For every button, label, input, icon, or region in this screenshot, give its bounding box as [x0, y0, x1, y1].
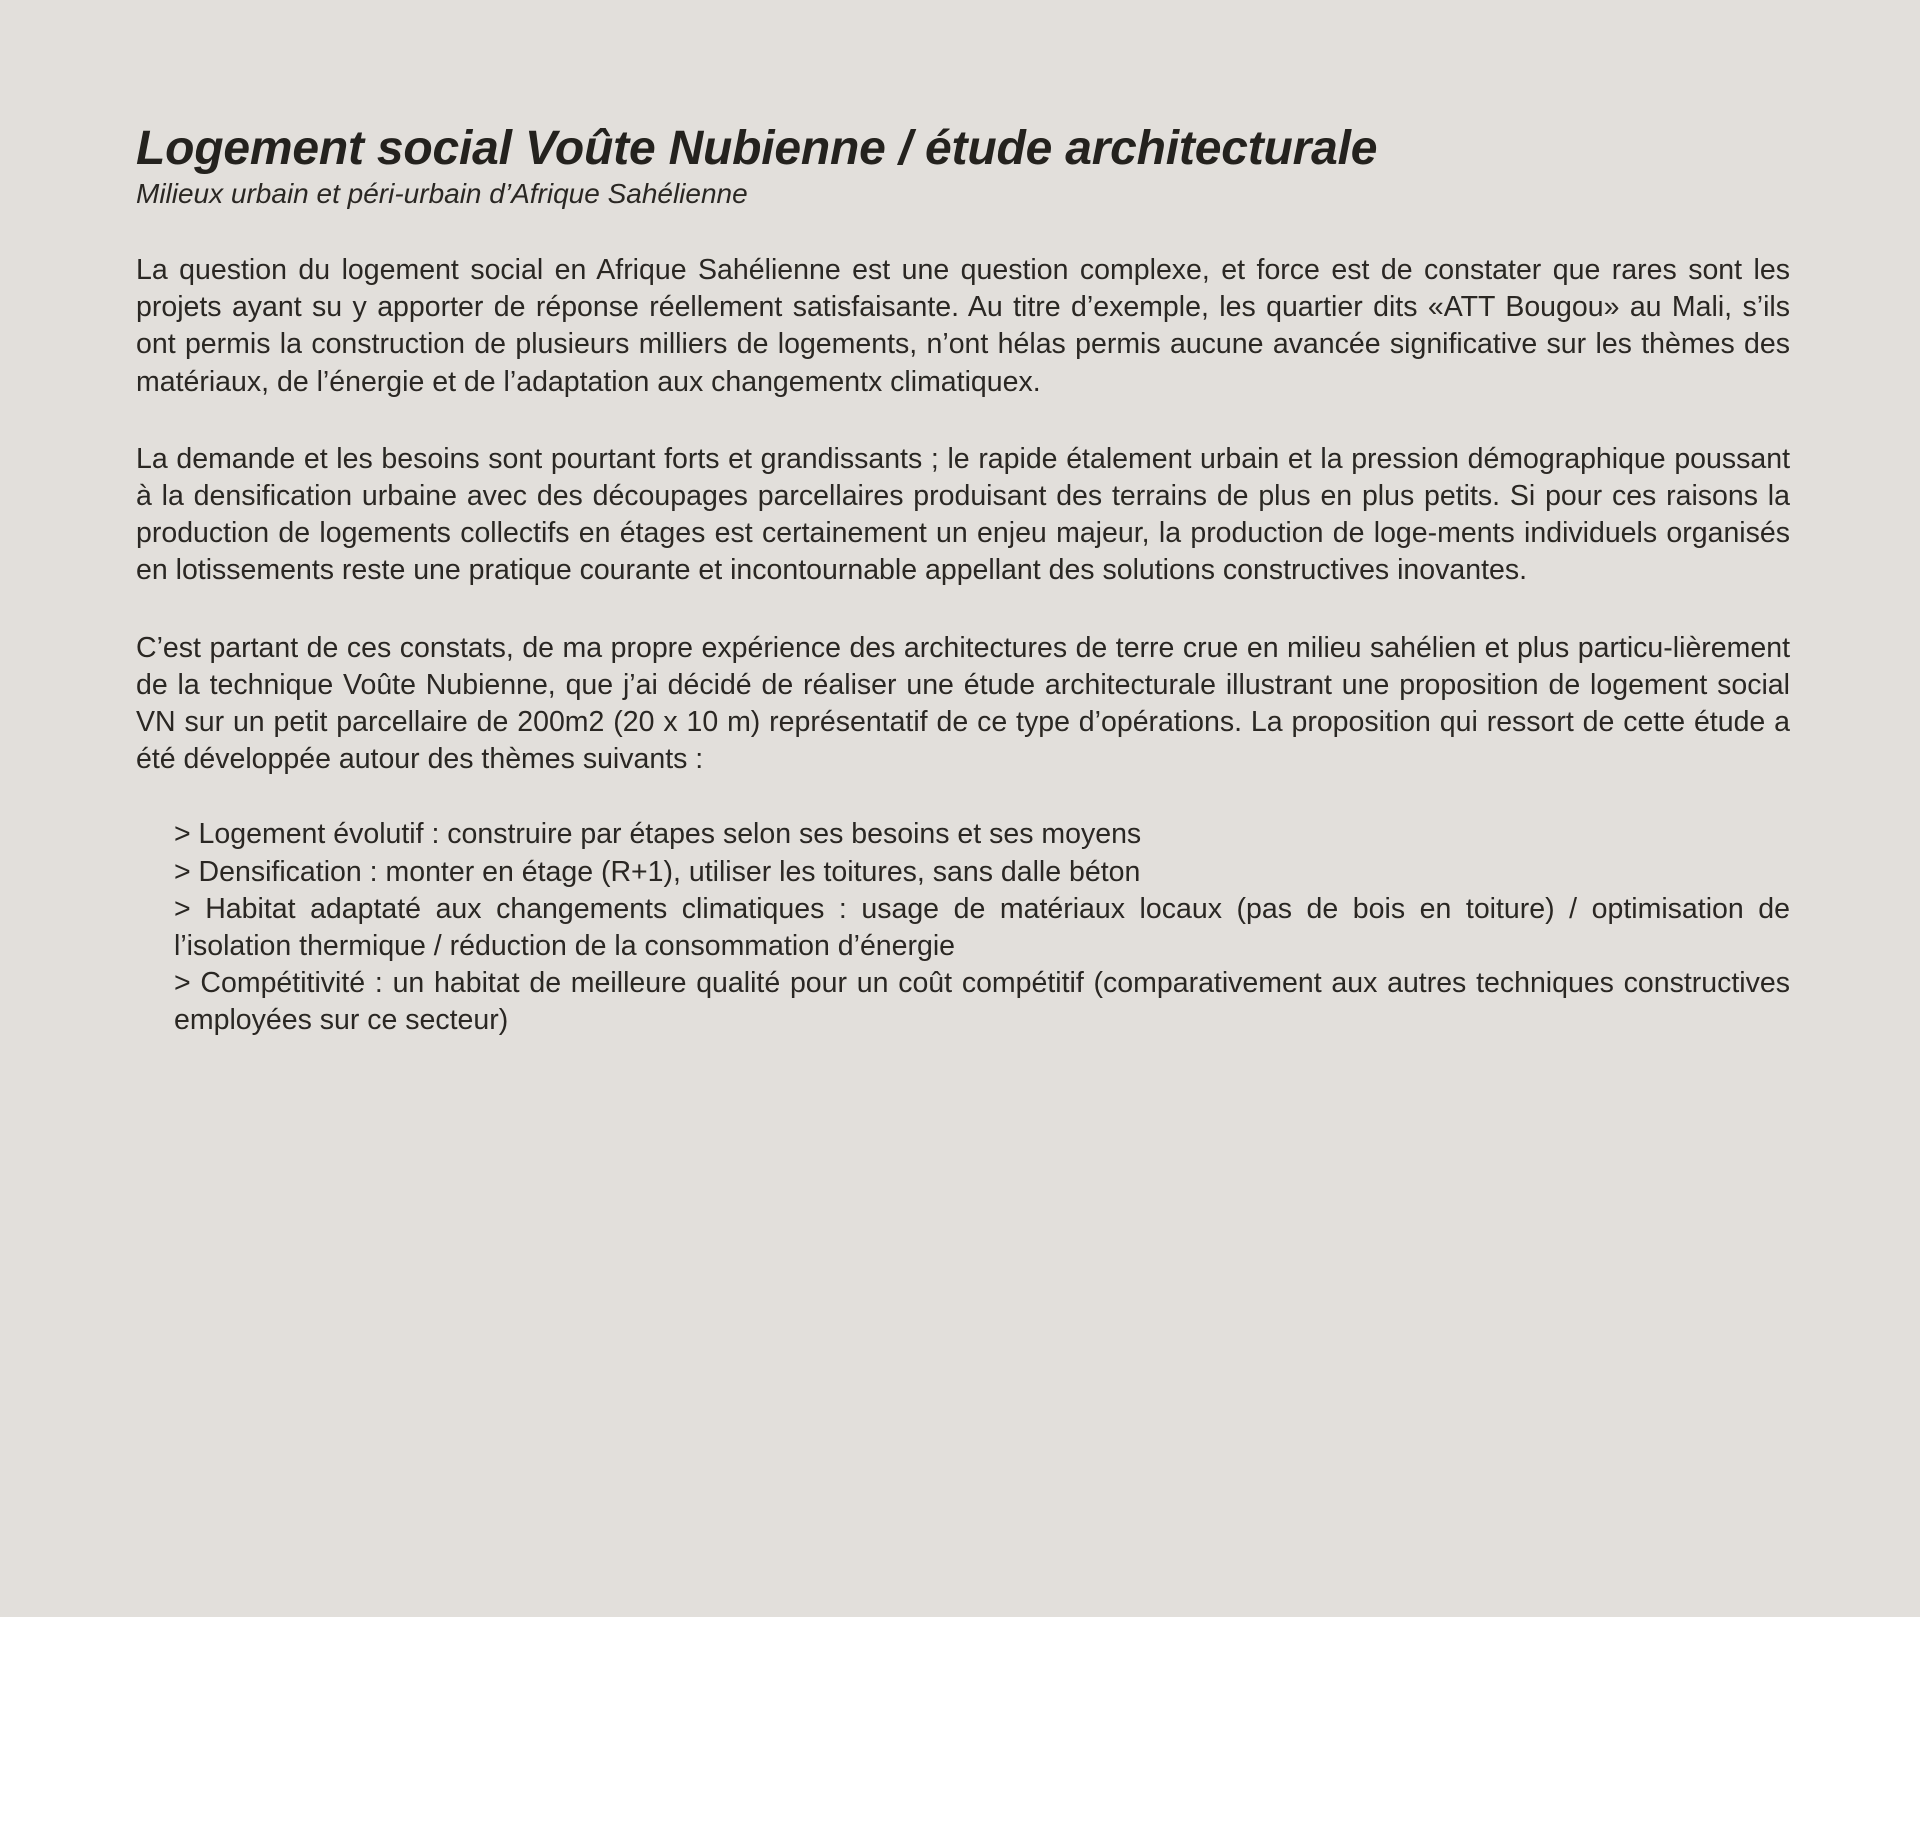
theme-item-densification: > Densification : monter en étage (R+1), utiliser les toitures, sans dalle béton: [174, 855, 1141, 888]
theme-item-evolutive-housing: > Logement évolutif : construire par étapes selon ses besoins et ses moyens: [174, 818, 1142, 851]
paragraph-intro: La question du logement social en Afrique Sahélienne est une question complexe, et force est de constater que rares sont les projets ayant su y apporter de réponse réellement satisfaisante. Au titre d’exemple, les quartier dits «ATT Bougou» au Mali, s’ils ont permis la construction de plusieurs milliers de logements, n’ont hélas permis aucune avancée significative sur les thèmes des matériaux, de l’énergie et de l’adaptation aux changementx climatiquex.: [136, 254, 1790, 398]
theme-item-competitiveness: > Compétitivité : un habitat de meilleure qualité pour un coût compétitif (comparativement aux autres techniques constructives employées sur ce secteur): [174, 967, 1790, 1037]
document-content: [136, 120, 1790, 1040]
theme-item-climate-adaptation: > Habitat adaptaté aux changements climatiques : usage de matériaux locaux (pas de bois en toiture) / optimisation de l’isolation thermique / réduction de la consommation d’énergie: [174, 892, 1790, 963]
paragraph-demand: La demande et les besoins sont pourtant forts et grandissants ; le rapide étalement urbain et la pression démographique poussant à la densification urbaine avec des découpages parcellaires produisant des terrains de plus en plus petits. Si pour ces raisons la production de logements collectifs en étages est certainement un enjeu majeur, la production de loge-ments individuels organisés en lotissements reste une pratique courante et incontournable appellant des solutions constructives inovantes.: [136, 442, 1790, 587]
paragraph-study: C’est partant de ces constats, de ma propre expérience des architectures de terre crue en milieu sahélien et plus particu-lièrement de la technique Voûte Nubienne, que j’ai décidé de réaliser une étude architecturale illustrant une proposition de logement social VN sur un petit parcellaire de 200m2 (20 x 10 m) représentatif de ce type d’opérations. La proposition qui ressort de cette étude a été développée autour des thèmes suivants :: [136, 631, 1790, 776]
document-title: Logement social Voûte Nubienne / étude architecturale: [136, 122, 1378, 175]
themes-list: [136, 816, 1790, 1039]
document-subtitle: Milieux urbain et péri-urbain d’Afrique Sahélienne: [136, 178, 748, 209]
